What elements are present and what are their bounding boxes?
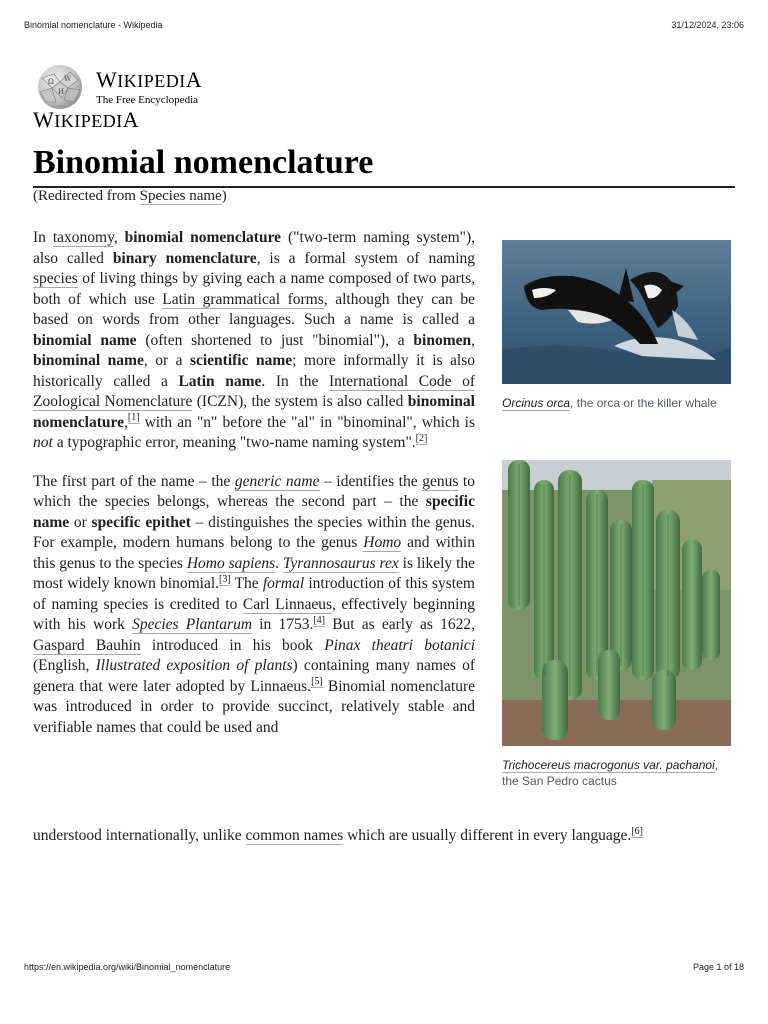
link-trichocereus[interactable]: Trichocereus macrogonus var. pachanoi: [502, 758, 715, 772]
paragraph: The first part of the name – the generic name – identifies the genus to which the species belongs, whereas the second part – the specific name or specific epithet – distinguishes the species within the genus. For example, modern humans belong to the genus Homo and within this genus to the species Homo sapiens. Tyrannosaurus rex is likely the most widely known binomial.[3] The formal introduction of this system of naming species is credited to Carl Linnaeus, effectively beginning with his work Species Plantarum in 1753.[4] But as early as 1622, Gaspard Bauhin introduced in his book Pinax theatri botanici (English, Illustrated exposition of plants) containing many names of genera that were later adopted by Linnaeus.[5] Binomial nomenclature was introduced in order to provide succinct, relatively stable and verifiable names that could be used and: [33, 472, 476, 736]
link-gaspard-bauhin[interactable]: Gaspard Bauhin: [33, 636, 141, 654]
svg-text:И: И: [58, 88, 65, 96]
tagline: The Free Encyclopedia: [96, 93, 199, 106]
link-species[interactable]: species: [33, 270, 78, 287]
paragraph: In taxonomy, binomial nomenclature ("two-term naming system"), also called binary nomenclature, is a formal system of naming species of living things by giving each a name composed of two parts, both of which use Latin grammatical forms, although they can be based on words from other languages. Such a name is called a binomial name (often shortened to just "binomial"), a binomen, binominal name, or a scientific name; more informally it is also historically called a Latin name. In the International Code of Zoological Nomenclature (ICZN), the system is also called binominal nomenclature,[1] with an "n" before the "al" in "binominal", which is not a typographic error, meaning "two-name naming system".[2]: [33, 229, 476, 451]
citation-3[interactable]: [3]: [219, 573, 231, 585]
wikipedia-logo[interactable]: [34, 64, 202, 110]
link-carl-linnaeus[interactable]: Carl Linnaeus: [242, 595, 332, 613]
figure-caption: Orcinus orca, the orca or the killer whale: [502, 396, 717, 410]
figure-caption: Trichocereus macrogonus var. pachanoi, the San Pedro cactus: [502, 758, 719, 788]
citation-5[interactable]: [5]: [311, 676, 323, 688]
print-header-timestamp: 31/12/2024, 23:06: [671, 20, 744, 30]
cactus-image[interactable]: [502, 460, 731, 746]
page-title: Binomial nomenclature: [33, 140, 735, 188]
link-taxonomy[interactable]: taxonomy: [52, 229, 114, 246]
wordmark-secondary: WIKIPEDIA: [33, 107, 140, 132]
svg-text:Ω: Ω: [48, 78, 54, 86]
link-tyrannosaurus-rex[interactable]: Tyrannosaurus rex: [282, 554, 399, 572]
link-orcinus-orca[interactable]: Orcinus orca: [502, 396, 571, 410]
link-common-names[interactable]: common names: [245, 827, 344, 844]
print-footer: [24, 962, 744, 972]
paragraph-continuation: understood internationally, unlike common names which are usually different in every language.[6]: [33, 825, 643, 844]
orca-image[interactable]: [502, 240, 731, 384]
link-genus[interactable]: genus: [422, 472, 459, 490]
link-homo-sapiens[interactable]: Homo sapiens: [186, 554, 276, 572]
figure-cactus: [502, 460, 731, 789]
svg-text:W: W: [64, 75, 72, 83]
citation-6[interactable]: [6]: [631, 825, 643, 837]
print-footer-page: Page 1 of 18: [692, 962, 744, 972]
print-header-title: Binomial nomenclature - Wikipedia: [24, 20, 163, 30]
link-species-plantarum[interactable]: Species Plantarum: [132, 616, 253, 633]
redirect-link[interactable]: Species name: [139, 188, 222, 204]
figure-orca: [502, 240, 731, 411]
link-latin-grammatical-forms[interactable]: Latin grammatical forms: [162, 290, 324, 308]
print-footer-url: https://en.wikipedia.org/wiki/Binomial_nomenclature: [24, 962, 231, 972]
redirect-note: (Redirected from Species name): [33, 188, 227, 204]
citation-2[interactable]: [2]: [415, 432, 428, 444]
print-header: [24, 20, 744, 30]
puzzle-globe-icon: [34, 64, 86, 110]
link-iczn[interactable]: International Code of Zoological Nomenclature: [33, 372, 475, 410]
citation-4[interactable]: [4]: [313, 614, 326, 626]
wordmark: WIKIPEDIA: [96, 66, 203, 92]
article-body: [33, 228, 475, 756]
citation-1[interactable]: [1]: [127, 412, 140, 424]
link-homo[interactable]: Homo: [363, 534, 402, 551]
wordmark-block: [96, 66, 203, 106]
link-generic-name[interactable]: generic name: [234, 472, 320, 490]
